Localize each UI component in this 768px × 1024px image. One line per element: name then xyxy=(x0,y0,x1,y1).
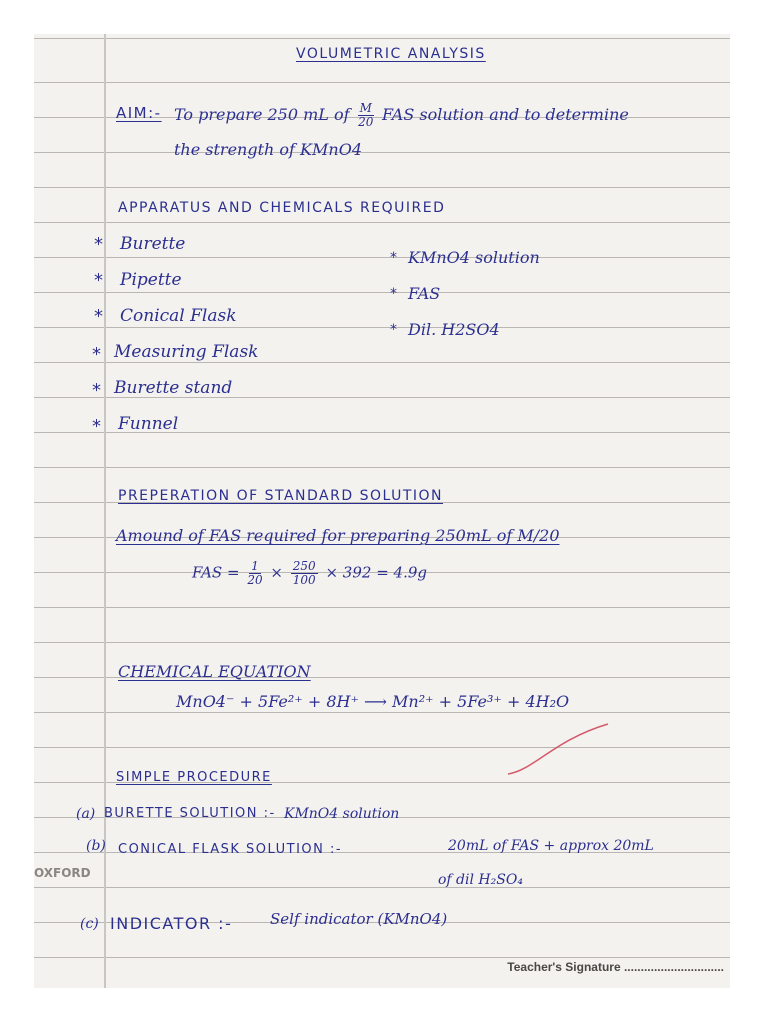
chemical-item: KMnO4 solution xyxy=(408,248,540,267)
page-title: VOLUMETRIC ANALYSIS xyxy=(296,46,486,62)
procedure-b-value-2: of dil H₂SO₄ xyxy=(438,872,523,888)
apparatus-item: Pipette xyxy=(120,270,182,290)
brand-logo: OXFORD xyxy=(34,866,91,880)
apparatus-item: Conical Flask xyxy=(120,306,237,326)
bullet-star: * xyxy=(390,250,397,266)
preparation-heading: PREPERATION OF STANDARD SOLUTION xyxy=(118,488,443,504)
aim-label: AIM:- xyxy=(116,104,162,122)
procedure-marker-b: (b) xyxy=(86,838,106,854)
procedure-a-label: BURETTE SOLUTION :- xyxy=(104,806,276,821)
bullet-star: * xyxy=(390,322,397,338)
aim-line-2: the strength of KMnO4 xyxy=(174,140,362,159)
bullet-star: * xyxy=(94,270,103,291)
apparatus-item: Measuring Flask xyxy=(114,342,259,362)
procedure-marker-a: (a) xyxy=(76,806,96,822)
aim-line-1: To prepare 250 mL of $\frac{M}{20}$ FAS solution and to determine xyxy=(174,101,629,130)
procedure-c-value: Self indicator (KMnO4) xyxy=(270,910,448,928)
bullet-star: * xyxy=(94,234,103,255)
apparatus-item: Burette xyxy=(120,234,186,254)
preparation-line: Amound of FAS required for preparing 250mL of M/20 xyxy=(116,526,560,545)
procedure-b-label: CONICAL FLASK SOLUTION :- xyxy=(118,842,343,857)
bullet-star: * xyxy=(92,416,101,437)
bullet-star: * xyxy=(92,380,101,401)
apparatus-item: Funnel xyxy=(118,414,179,434)
preparation-calc: FAS = $\frac{1}{20}$ × $\frac{250}{100}$ × 392 = 4.9g xyxy=(192,559,427,588)
procedure-c-label: INDICATOR :- xyxy=(110,914,233,933)
fraction-one: $\frac{1}{20}$ xyxy=(247,559,263,588)
procedure-a-value: KMnO4 solution xyxy=(284,806,400,822)
bullet-star: * xyxy=(92,344,101,365)
equation-heading: CHEMICAL EQUATION xyxy=(118,662,311,681)
procedure-heading: SIMPLE PROCEDURE xyxy=(116,770,272,785)
chemical-item: Dil. H2SO4 xyxy=(408,320,500,339)
procedure-b-value: 20mL of FAS + approx 20mL xyxy=(448,838,654,854)
apparatus-heading: APPARATUS AND CHEMICALS REQUIRED xyxy=(118,200,446,216)
fraction-two: $\frac{250}{100}$ xyxy=(292,559,316,588)
bullet-star: * xyxy=(390,286,397,302)
bullet-star: * xyxy=(94,306,103,327)
chemical-equation: MnO4⁻ + 5Fe²⁺ + 8H⁺ ⟶ Mn²⁺ + 5Fe³⁺ + 4H₂O xyxy=(176,692,570,711)
notebook-page xyxy=(34,34,730,988)
procedure-marker-c: (c) xyxy=(80,916,99,932)
teacher-signature-line: Teacher's Signature .............................. xyxy=(507,960,724,974)
apparatus-item: Burette stand xyxy=(114,378,233,398)
red-check-mark xyxy=(504,720,614,780)
chemical-item: FAS xyxy=(408,284,441,303)
aim-fraction: $\frac{M}{20}$ xyxy=(358,101,374,130)
